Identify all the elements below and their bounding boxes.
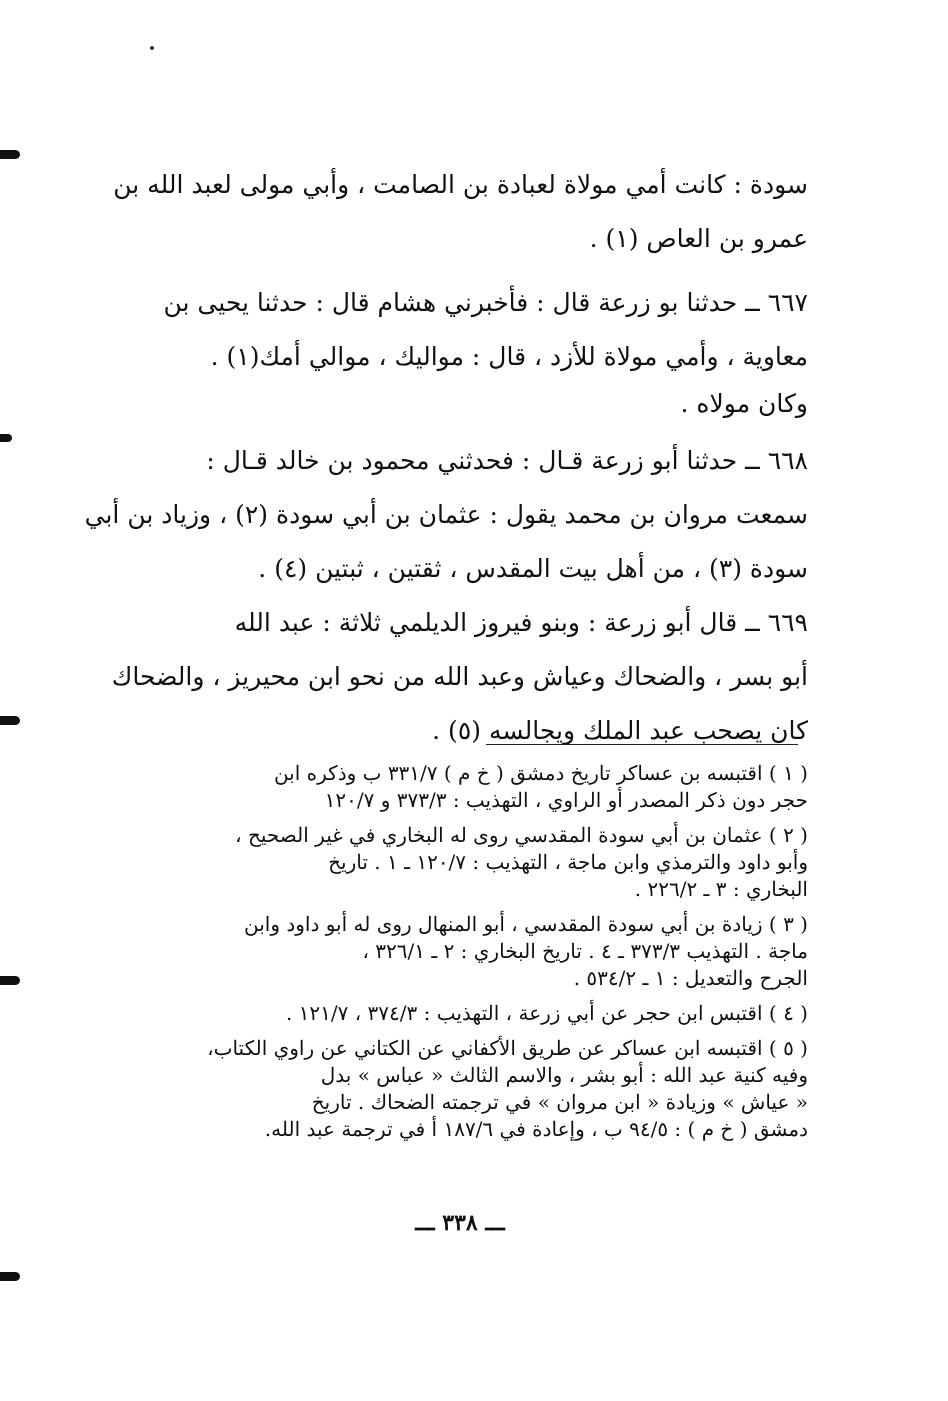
text-line: وكان مولاه . xyxy=(680,389,808,418)
footnote-line: « عياش » وزيادة « ابن مروان » في ترجمته الضحاك . تاريخ xyxy=(311,1090,808,1114)
footnote-line: ( ٣ ) زيادة بن أبي سودة المقدسي ، أبو المنهال روى له أبو داود وابن xyxy=(243,912,808,936)
footnote-line: ( ٢ ) عثمان بن أبي سودة المقدسي روى له البخاري في غير الصحيح ، xyxy=(235,823,808,847)
footnote-line: وفيه كنية عبد الله : أبو بشر ، والاسم الثالث « عباس » بدل xyxy=(320,1063,808,1087)
scan-edge-mark xyxy=(0,976,20,985)
text-line: معاوية ، وأمي مولاة للأزد ، قال : مواليك ، موالي أمك(١) . xyxy=(210,342,808,371)
scan-edge-mark xyxy=(0,150,20,159)
text-line: سمعت مروان بن محمد يقول : عثمان بن أبي سودة (٢) ، وزياد بن أبي xyxy=(84,500,808,529)
paragraph-continuation xyxy=(113,158,808,266)
text-line: عمرو بن العاص (١) . xyxy=(589,224,808,253)
footnote-line: البخاري : ٣ ـ ٢٢٦/٢ . xyxy=(634,877,808,901)
footnote-4 xyxy=(160,1000,808,1027)
paragraph-667 xyxy=(160,276,808,424)
page-number: ـــ ٣٣٨ ـــ xyxy=(415,1210,505,1236)
footnote-line: دمشق ( خ م ) : ٩٤/٥ ب ، وإعادة في ١٨٧/٦ أ في ترجمة عبد الله. xyxy=(264,1117,808,1141)
text-line: أبو بسر ، والضحاك وعياش وعبد الله من نحو ابن محيريز ، والضحاك xyxy=(111,662,808,691)
scan-edge-mark xyxy=(0,434,12,442)
scan-edge-mark xyxy=(0,716,20,725)
footnote-line: ( ٤ ) اقتبس ابن حجر عن أبي زرعة ، التهذيب : ٣٧٤/٣ ، ١٢١/٧ . xyxy=(285,1001,808,1025)
footnote-3 xyxy=(160,911,808,992)
text-line: كان يصحب عبد الملك ويجالسه (٥) . xyxy=(432,716,808,745)
footnote-5 xyxy=(160,1035,808,1143)
footnote-line: وأبو داود والترمذي وابن ماجة ، التهذيب : ١٢٠/٧ ـ ١ . تاريخ xyxy=(328,850,808,874)
footnote-line: ماجة . التهذيب ٣٧٣/٣ ـ ٤ . تاريخ البخاري : ٢ ـ ٣٢٦/١ ، xyxy=(362,939,808,963)
footnote-line: الجرح والتعديل : ١ ـ ٥٣٤/٢ . xyxy=(573,966,808,990)
footnote-line: ( ٥ ) اقتبسه ابن عساكر عن طريق الأكفاني عن الكتاني عن راوي الكتاب، xyxy=(207,1036,808,1060)
scan-speck xyxy=(150,46,154,50)
footnote-separator xyxy=(486,744,798,745)
text-line: سودة (٣) ، من أهل بيت المقدس ، ثقتين ، ثبتين (٤) . xyxy=(258,554,808,583)
footnote-1 xyxy=(160,760,808,814)
paragraph-669 xyxy=(111,596,808,758)
text-line: ٦٦٧ ــ حدثنا بو زرعة قال : فأخبرني هشام قال : حدثنا يحيى بن xyxy=(163,288,808,317)
footnotes xyxy=(160,760,808,1143)
text-line: ٦٦٩ ــ قال أبو زرعة : وبنو فيروز الديلمي ثلاثة : عبد الله xyxy=(234,608,808,637)
footnote-line: حجر دون ذكر المصدر أو الراوي ، التهذيب : ٣٧٣/٣ و ١٢٠/٧ xyxy=(324,788,808,812)
scan-edge-mark xyxy=(0,1272,20,1281)
footnote-2 xyxy=(160,822,808,903)
footnote-line: ( ١ ) اقتبسه بن عساكر تاريخ دمشق ( خ م ) ٣٣١/٧ ب وذكره ابن xyxy=(273,761,808,785)
text-line: سودة : كانت أمي مولاة لعبادة بن الصامت ، وأبي مولى لعبد الله بن xyxy=(113,170,808,199)
text-line: ٦٦٨ ــ حدثنا أبو زرعة قـال : فحدثني محمود بن خالد قـال : xyxy=(206,446,808,475)
paragraph-668 xyxy=(84,434,808,596)
